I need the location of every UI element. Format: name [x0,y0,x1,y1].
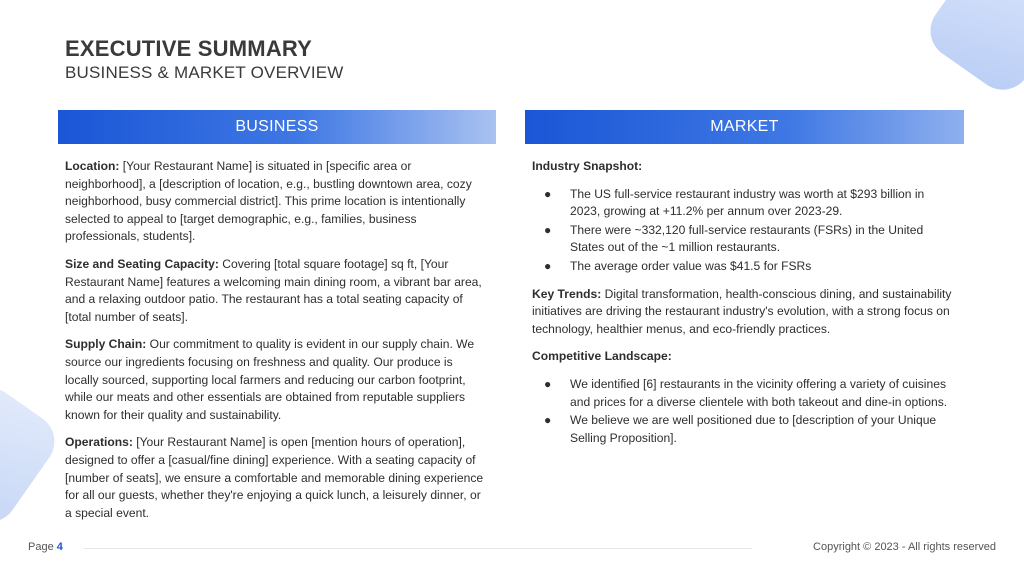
page-subtitle: BUSINESS & MARKET OVERVIEW [65,63,344,82]
copyright-text: Copyright © 2023 - All rights reserved [813,541,996,553]
list-item-text: We identified [6] restaurants in the vicinity offering a variety of cuisines and prices for a diverse clientele with both takeout and dine-in options. [570,376,948,409]
page-number-value: 4 [56,541,63,553]
business-section-supply-chain [65,336,489,424]
bullet-icon: ● [544,258,552,273]
section-text: Our commitment to quality is evident in our supply chain. We source our ingredients focusing on freshness and quality. Our produce is locally sourced, supporting local farmers and reducing our carbon footprint, while our meats and other essentials are obtained from reputable suppliers known for their quality and sustainability. [65,337,475,422]
competitive-landscape-label: Competitive Landscape: [532,349,672,364]
corner-decoration-bottom-left [0,377,65,533]
market-header: MARKET [525,110,964,144]
bullet-icon: ● [544,222,552,237]
market-column [525,110,964,457]
key-trends [532,286,957,339]
business-section-size [65,256,489,326]
list-item [532,222,957,257]
page-number [28,541,63,553]
corner-decoration-top-right [920,0,1024,101]
business-body [58,144,496,522]
list-item-text: The US full-service restaurant industry was worth at $293 billion in 2023, growing at +11.2% per annum over 2023-29. [570,186,925,219]
business-header: BUSINESS [58,110,496,144]
section-text: [Your Restaurant Name] is open [mention hours of operation], designed to offer a [casual/fine dining] experience. With a seating capacity of [number of seats], we ensure a comfortable and memorable dining experience for all our guests, whether they're enjoying a quick lunch, a leisurely dinner, or a special event. [65,435,484,520]
business-column [58,110,496,532]
bullet-icon: ● [544,413,552,428]
competitive-landscape-list [532,376,957,447]
list-item-text: There were ~332,120 full-service restaurants (FSRs) in the United States out of the ~1 million restaurants. [570,222,924,255]
footer-divider [84,548,752,549]
list-item-text: We believe we are well positioned due to [description of your Unique Selling Proposition]. [570,413,937,445]
section-text: Covering [total square footage] sq ft, [Your Restaurant Name] features a welcoming main dining room, a vibrant bar area, and a relaxing outdoor patio. The restaurant has a total seating capacity of [total number of seats]. [65,256,482,324]
bullet-icon: ● [544,376,552,391]
title-block [65,36,344,84]
page-title: EXECUTIVE SUMMARY [65,36,313,61]
list-item [532,376,957,411]
section-text: [Your Restaurant Name] is situated in [specific area or neighborhood], a [description of location, e.g., bustling downtown area, cozy neighborhood, busy commercial district]. This prime location is intentionally selected to appeal to [target demographic, e.g., families, business professionals, students]. [65,159,472,244]
page-label: Page [28,541,54,553]
list-item [532,258,957,276]
market-body [525,144,964,447]
list-item [532,186,957,221]
list-item-text: The average order value was $41.5 for FSRs [570,258,812,273]
business-section-location [65,158,489,246]
section-label: Location: [65,159,120,173]
section-label: Supply Chain: [65,337,147,352]
business-section-operations [65,434,489,522]
industry-snapshot-label: Industry Snapshot: [532,159,643,173]
key-trends-text: Digital transformation, health-conscious dining, and sustainability initiatives are driving the restaurant industry's evolution, with a strong focus on technology, healthier menus, and eco-friendly practices. [532,286,952,336]
bullet-icon: ● [544,186,552,201]
industry-snapshot-list [532,186,957,276]
section-label: Operations: [65,435,133,450]
key-trends-label: Key Trends: [532,286,602,301]
list-item [532,412,957,447]
section-label: Size and Seating Capacity: [65,256,219,271]
